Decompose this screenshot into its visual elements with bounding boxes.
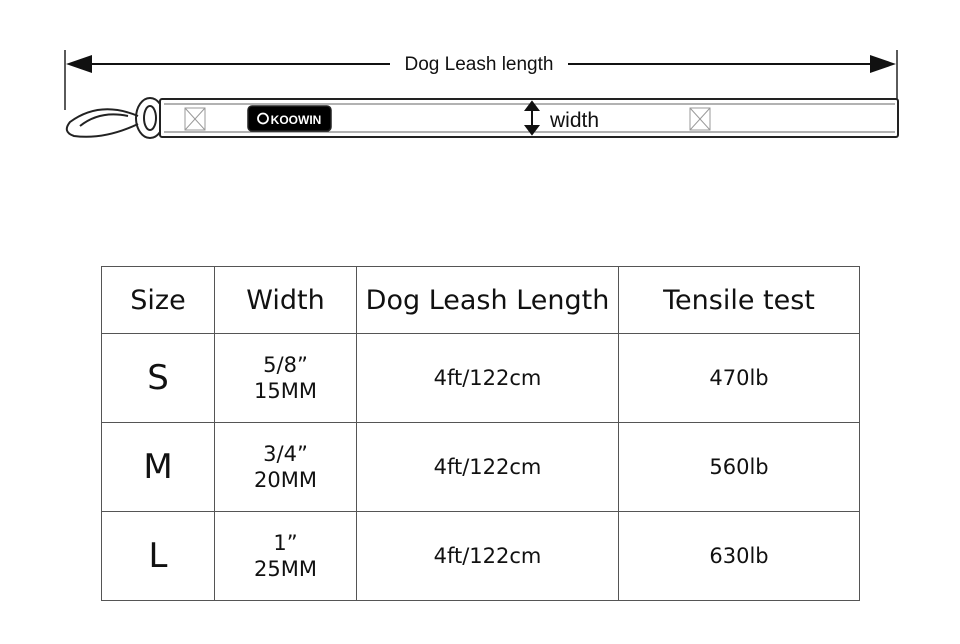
header-length: Dog Leash Length xyxy=(357,267,619,334)
size-cell: S xyxy=(102,334,215,423)
width-mm: 25MM xyxy=(254,557,317,581)
header-size: Size xyxy=(102,267,215,334)
brand-badge xyxy=(248,106,331,131)
width-cell xyxy=(215,512,357,601)
size-cell: L xyxy=(102,512,215,601)
tensile-cell: 560lb xyxy=(619,423,860,512)
table-row xyxy=(102,334,860,423)
length-cell: 4ft/122cm xyxy=(357,512,619,601)
width-mm: 15MM xyxy=(254,379,317,403)
width-cell xyxy=(215,334,357,423)
width-fraction: 1” xyxy=(273,531,298,555)
leash-diagram xyxy=(0,0,960,160)
header-width: Width xyxy=(215,267,357,334)
header-tensile: Tensile test xyxy=(619,267,860,334)
tensile-cell: 470lb xyxy=(619,334,860,423)
width-mm: 20MM xyxy=(254,468,317,492)
table-header-row xyxy=(102,267,860,334)
arrow-right-icon xyxy=(870,55,896,73)
size-chart-table xyxy=(101,266,860,601)
brand-logo-text: KOOWIN xyxy=(270,113,322,127)
width-cell xyxy=(215,423,357,512)
width-fraction: 3/4” xyxy=(263,442,308,466)
table-row xyxy=(102,423,860,512)
width-fraction: 5/8” xyxy=(263,353,308,377)
size-cell: M xyxy=(102,423,215,512)
snap-hook-icon xyxy=(67,98,164,138)
length-label: Dog Leash length xyxy=(404,54,554,75)
width-label: width xyxy=(550,109,600,132)
table-row xyxy=(102,512,860,601)
length-cell: 4ft/122cm xyxy=(357,423,619,512)
length-cell: 4ft/122cm xyxy=(357,334,619,423)
arrow-left-icon xyxy=(66,55,92,73)
tensile-cell: 630lb xyxy=(619,512,860,601)
